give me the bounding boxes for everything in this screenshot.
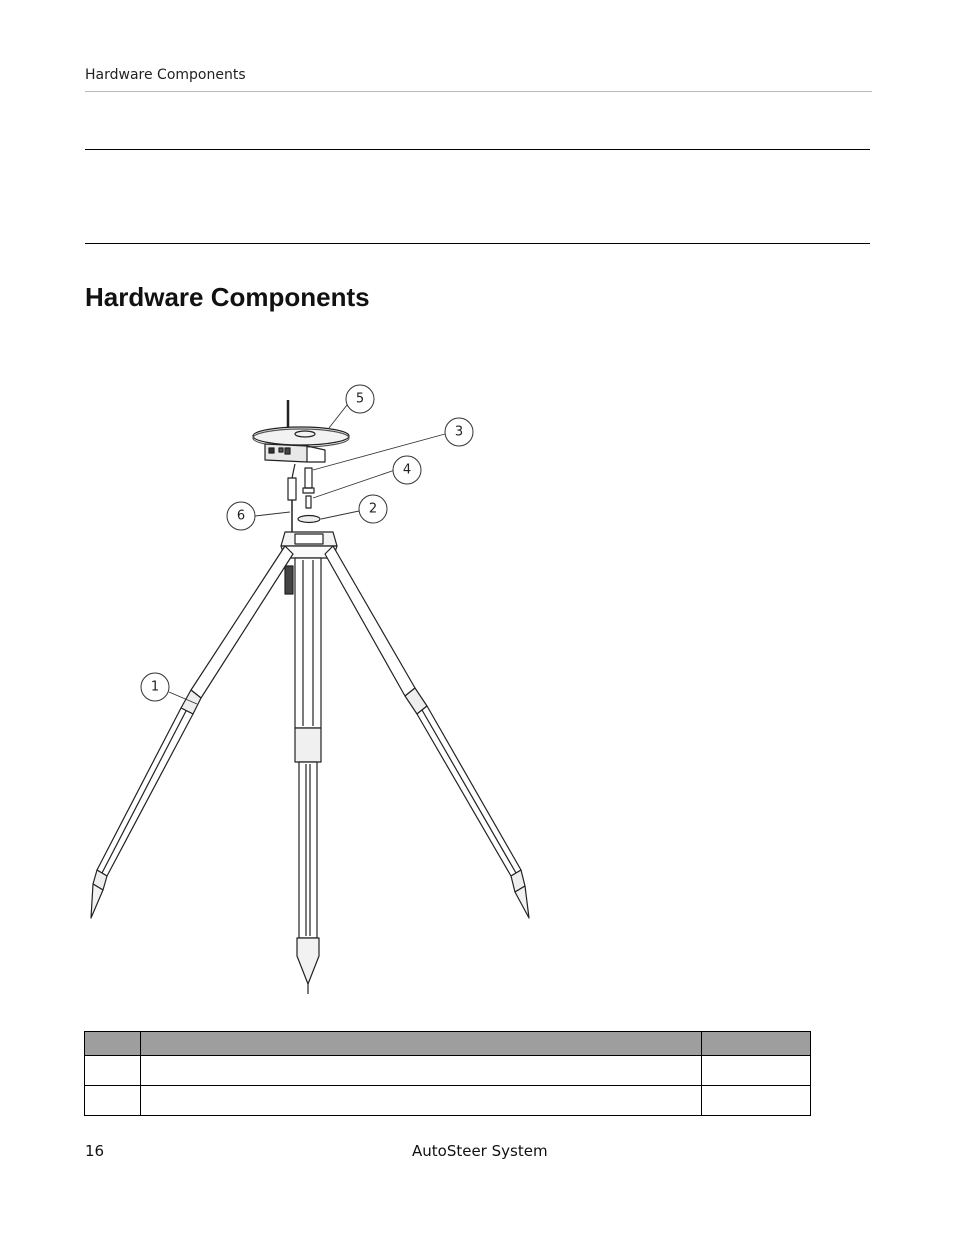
table-cell: [85, 1056, 141, 1086]
table-row: [85, 1056, 811, 1086]
clamp-knob: [285, 566, 293, 594]
page-number: 16: [85, 1142, 105, 1160]
header-rule: [85, 91, 872, 92]
callout-3-label: 3: [454, 424, 464, 440]
callout-2-label: 2: [368, 501, 378, 517]
column-header-item: [85, 1032, 141, 1056]
table-cell: [702, 1056, 811, 1086]
center-pole: [295, 558, 321, 994]
parts-table: [84, 1031, 811, 1116]
tripod-drawing: [85, 378, 537, 998]
note-rule-top: [85, 149, 870, 150]
tripod-figure: [85, 378, 537, 998]
callout-1-label: 1: [150, 679, 160, 695]
callout-4-label: 4: [402, 462, 412, 478]
note-rule-bottom: [85, 243, 870, 244]
column-header-part-number: [702, 1032, 811, 1056]
footer-doc-title: AutoSteer System: [412, 1142, 548, 1160]
running-header: Hardware Components: [85, 67, 246, 83]
table-cell: [702, 1086, 811, 1116]
table-row: [85, 1086, 811, 1116]
left-leg: [91, 546, 293, 918]
washer: [298, 516, 320, 523]
right-leg: [325, 546, 529, 918]
callout-6-label: 6: [236, 508, 246, 524]
table-header-row: [85, 1032, 811, 1056]
column-header-description: [141, 1032, 702, 1056]
table-cell: [141, 1086, 702, 1116]
table-cell: [85, 1086, 141, 1116]
adapter: [305, 468, 312, 488]
callout-5-label: 5: [355, 391, 365, 407]
mounting-plate: [253, 427, 349, 445]
table-cell: [141, 1056, 702, 1086]
cable-connector: [288, 478, 296, 500]
section-title: Hardware Components: [85, 282, 370, 312]
